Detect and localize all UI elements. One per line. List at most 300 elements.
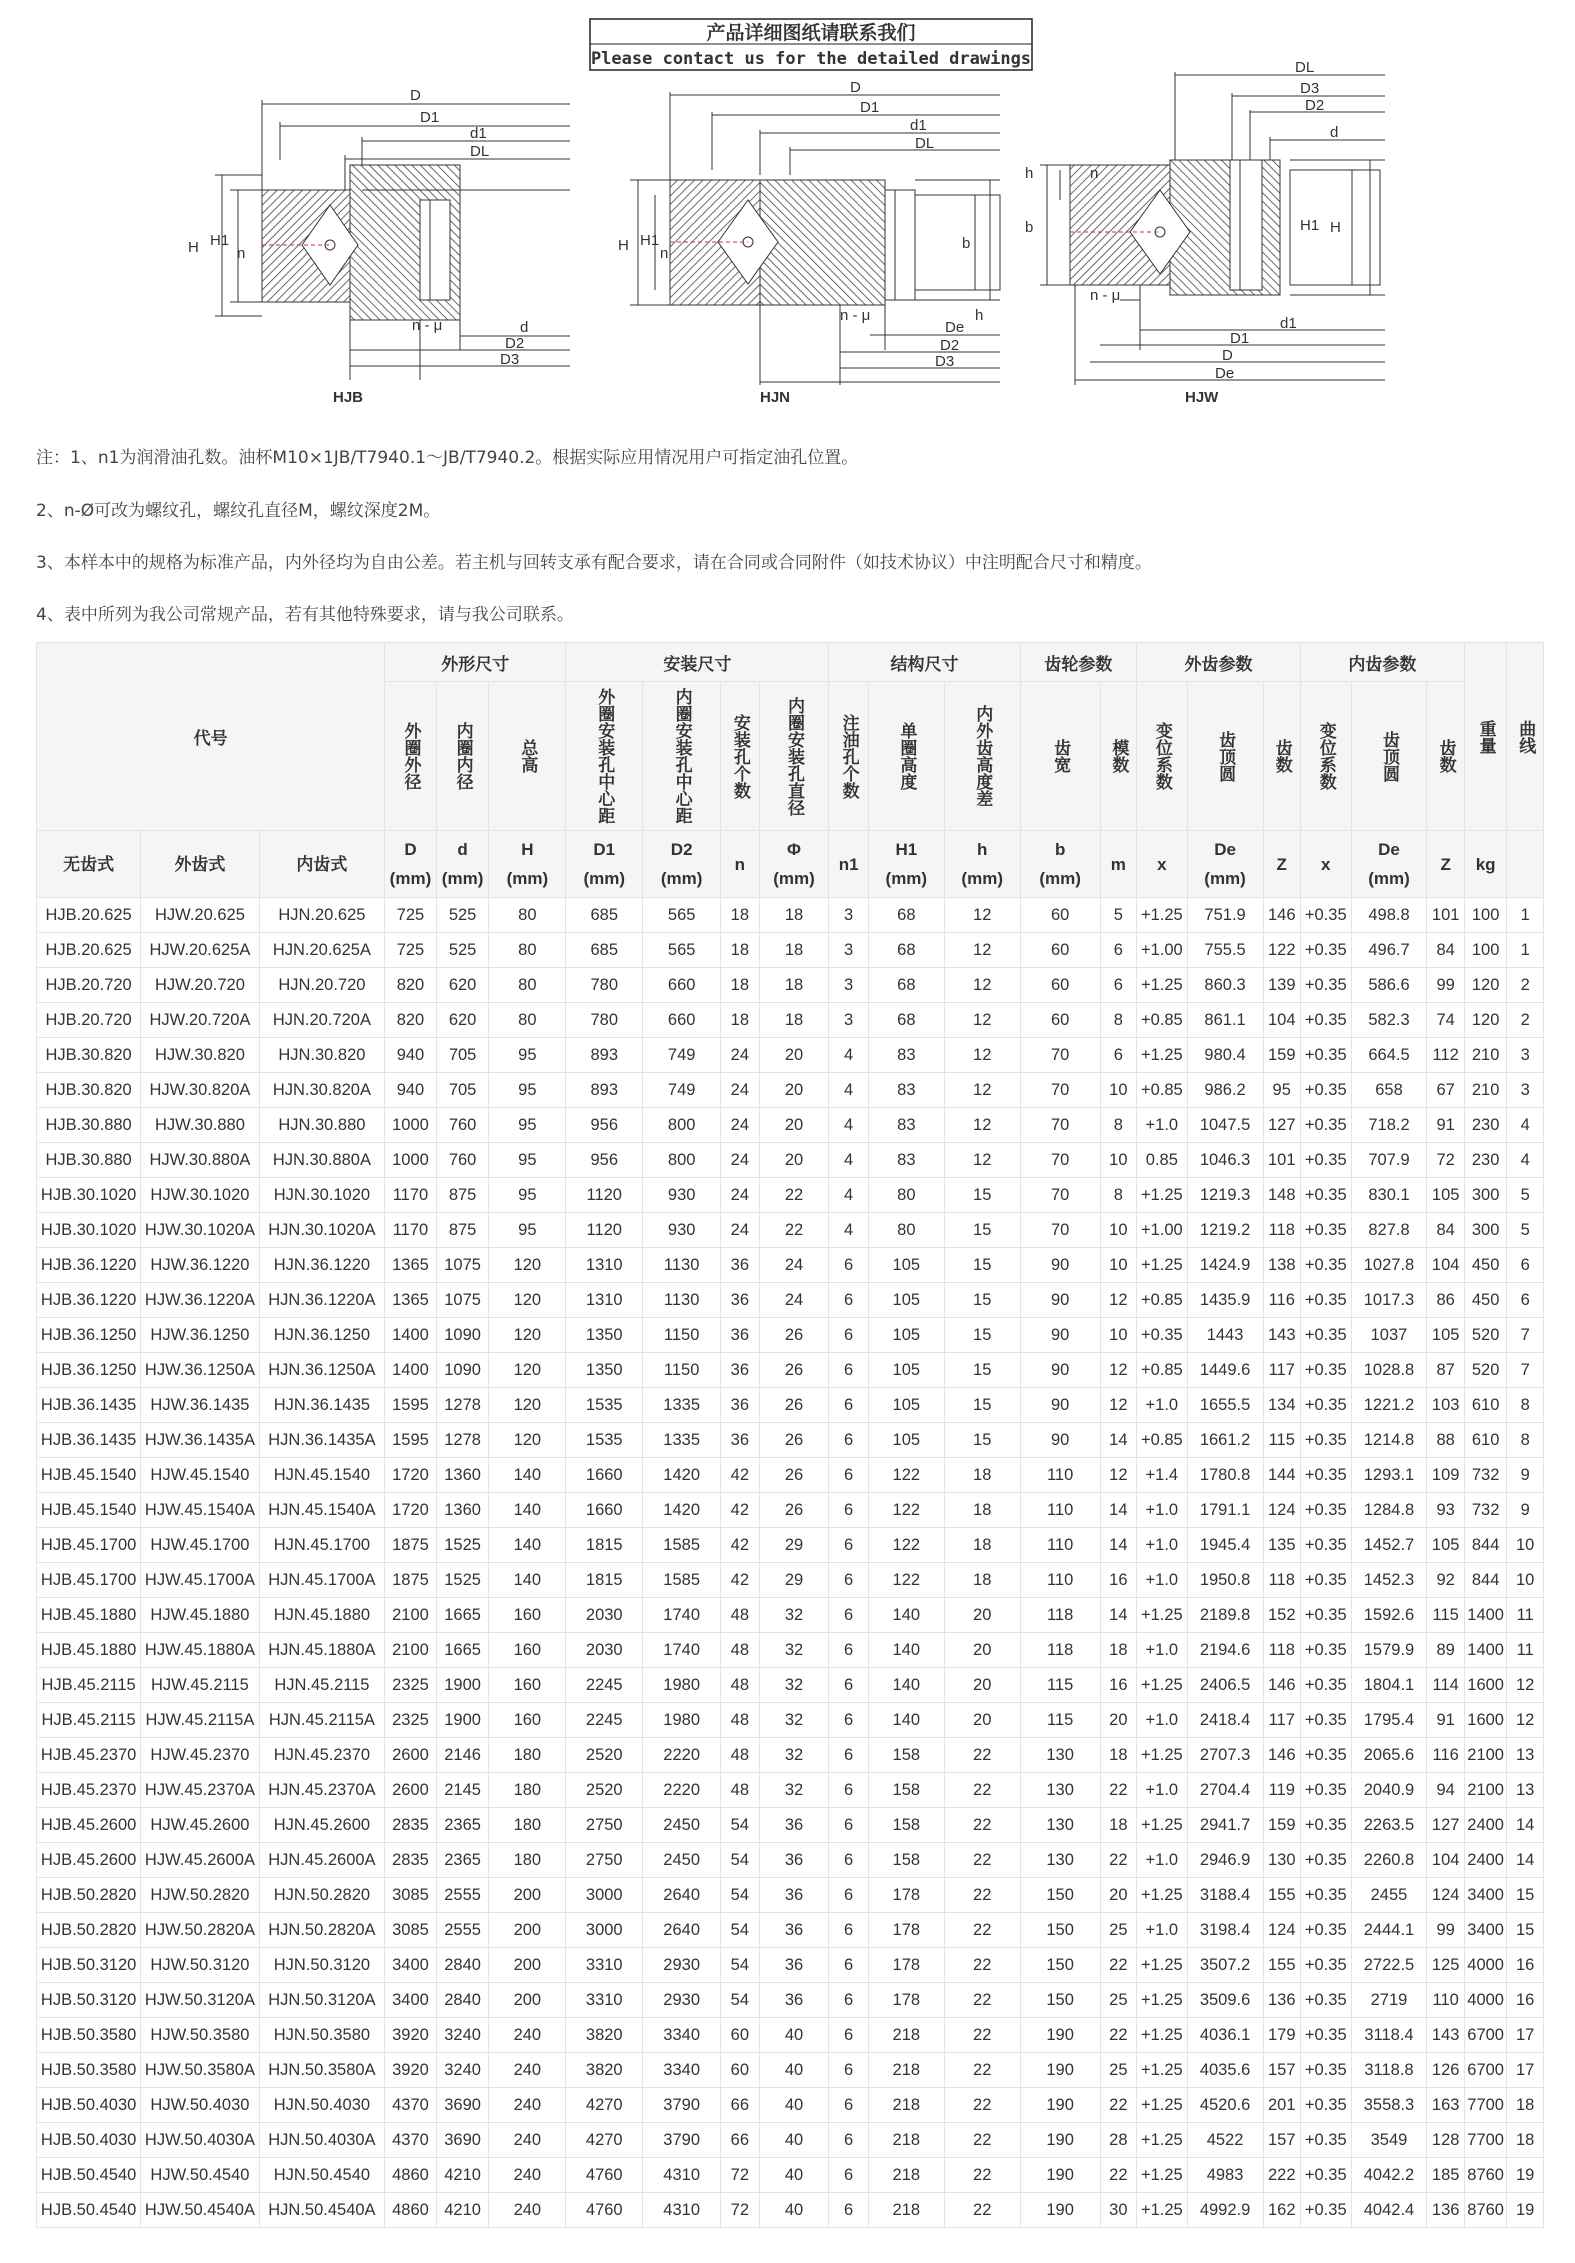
table-cell: 4992.9 (1187, 2193, 1263, 2228)
table-cell: 12 (944, 968, 1020, 1003)
table-cell: 12 (944, 1003, 1020, 1038)
unit-h-sym: h (977, 840, 988, 859)
unit-H1 (868, 831, 944, 898)
table-cell: 105 (1427, 1178, 1464, 1213)
table-cell: 1170 (385, 1213, 437, 1248)
table-cell: 1661.2 (1187, 1423, 1263, 1458)
group-structure: 结构尺寸 (829, 643, 1020, 682)
table-cell: 127 (1263, 1108, 1300, 1143)
hjw-dim-d1: d1 (1280, 315, 1297, 332)
table-cell: 3188.4 (1187, 1878, 1263, 1913)
table-cell: 84 (1427, 933, 1464, 968)
table-cell: 158 (868, 1843, 944, 1878)
table-cell: 1424.9 (1187, 1248, 1263, 1283)
table-cell: 105 (868, 1353, 944, 1388)
table-cell: 134 (1263, 1388, 1300, 1423)
table-row (37, 1108, 1544, 1143)
table-cell: 190 (1020, 2088, 1100, 2123)
vh-b (1020, 682, 1100, 831)
vh-ox-text: 变位系数 (1152, 722, 1172, 790)
table-cell: 525 (436, 898, 489, 933)
table-cell: 22 (944, 2123, 1020, 2158)
table-cell: +0.35 (1300, 1038, 1351, 1073)
table-cell: +0.35 (1300, 968, 1351, 1003)
table-cell: 42 (721, 1563, 759, 1598)
table-cell: +0.35 (1300, 1633, 1351, 1668)
table-cell: 2835 (385, 1843, 437, 1878)
table-cell: 200 (489, 1878, 566, 1913)
header-weight (1464, 643, 1507, 831)
table-cell: HJN.45.2370 (259, 1738, 385, 1773)
table-cell: HJB.20.625 (37, 933, 141, 968)
table-cell: 2100 (1464, 1773, 1507, 1808)
unit-H1-mm: (mm) (885, 869, 928, 888)
table-cell: 22 (944, 2018, 1020, 2053)
table-cell: 3 (829, 968, 868, 1003)
hjb-dim-d1: d1 (470, 125, 487, 142)
table-cell: 22 (759, 1178, 829, 1213)
table-cell: +1.25 (1137, 1248, 1188, 1283)
table-cell: 844 (1464, 1563, 1507, 1598)
table-cell: 105 (1427, 1528, 1464, 1563)
table-cell: 2365 (436, 1843, 489, 1878)
table-cell: 2520 (566, 1738, 643, 1773)
table-cell: 2245 (566, 1703, 643, 1738)
table-cell: 3920 (385, 2018, 437, 2053)
table-cell: HJB.45.2370 (37, 1738, 141, 1773)
table-row (37, 1318, 1544, 1353)
hjb-dim-D: D (410, 87, 421, 104)
vh-phi-text: 内圈安装孔直径 (784, 696, 804, 816)
table-cell: 24 (721, 1108, 759, 1143)
table-cell: 240 (489, 2123, 566, 2158)
table-cell: 15 (944, 1178, 1020, 1213)
unit-H-mm: (mm) (506, 869, 549, 888)
table-cell: 2260.8 (1351, 1843, 1427, 1878)
table-cell: 2455 (1351, 1878, 1427, 1913)
table-cell: 1047.5 (1187, 1108, 1263, 1143)
table-cell: HJW.30.880 (141, 1108, 259, 1143)
table-cell: 32 (759, 1738, 829, 1773)
table-cell: 2400 (1464, 1808, 1507, 1843)
table-cell: HJB.30.1020 (37, 1213, 141, 1248)
vh-m (1100, 682, 1136, 831)
table-cell: HJB.30.880 (37, 1143, 141, 1178)
table-cell: +1.25 (1137, 1668, 1188, 1703)
table-cell: 749 (643, 1073, 721, 1108)
table-cell: 820 (385, 1003, 437, 1038)
table-cell: 2520 (566, 1773, 643, 1808)
unit-b-mm: (mm) (1039, 869, 1081, 888)
hjn-dim-h: h (975, 307, 984, 324)
table-cell: 222 (1263, 2158, 1300, 2193)
table-cell: +0.35 (1300, 1738, 1351, 1773)
table-cell: 1170 (385, 1178, 437, 1213)
table-cell: 6 (829, 1843, 868, 1878)
table-cell: 6 (829, 1983, 868, 2018)
table-cell: 90 (1020, 1248, 1100, 1283)
table-cell: 1980 (643, 1668, 721, 1703)
table-cell: HJN.20.625 (259, 898, 385, 933)
table-cell: 620 (436, 1003, 489, 1038)
table-cell: 586.6 (1351, 968, 1427, 1003)
table-row (37, 1073, 1544, 1108)
table-cell: 80 (489, 898, 566, 933)
hjn-dim-D2: D2 (940, 337, 960, 354)
vh-iZ-text: 齿数 (1436, 739, 1456, 773)
table-cell: 70 (1020, 1073, 1100, 1108)
table-cell: 3085 (385, 1913, 437, 1948)
table-cell: HJB.50.2820 (37, 1878, 141, 1913)
table-cell: +0.85 (1137, 1003, 1188, 1038)
vh-m-text: 模数 (1109, 739, 1129, 773)
table-cell: 122 (868, 1458, 944, 1493)
table-cell: 22 (944, 2193, 1020, 2228)
table-cell: 40 (759, 2018, 829, 2053)
table-cell: 99 (1427, 1913, 1464, 1948)
table-cell: 24 (721, 1038, 759, 1073)
table-cell: 496.7 (1351, 933, 1427, 968)
table-cell: 660 (643, 1003, 721, 1038)
table-row (37, 1388, 1544, 1423)
table-cell: 2400 (1464, 1843, 1507, 1878)
title-cn: 产品详细图纸请联系我们 (706, 22, 916, 44)
table-cell: HJN.45.2600A (259, 1843, 385, 1878)
vh-d (436, 682, 489, 831)
table-cell: HJN.45.1540A (259, 1493, 385, 1528)
table-cell: +1.25 (1137, 1598, 1188, 1633)
table-cell: 2 (1507, 968, 1544, 1003)
table-cell: 180 (489, 1843, 566, 1878)
table-cell: HJN.45.1540 (259, 1458, 385, 1493)
table-cell: 120 (489, 1353, 566, 1388)
vh-ix-text: 变位系数 (1316, 722, 1336, 790)
table-cell: 18 (721, 1003, 759, 1038)
hjw-dim-DL: DL (1295, 59, 1315, 76)
table-cell: 11 (1507, 1598, 1544, 1633)
table-row (37, 1248, 1544, 1283)
table-cell: 54 (721, 1843, 759, 1878)
table-cell: HJN.36.1250A (259, 1353, 385, 1388)
table-cell: 2245 (566, 1668, 643, 1703)
table-cell: 218 (868, 2123, 944, 2158)
table-cell: 178 (868, 1948, 944, 1983)
table-cell: 109 (1427, 1458, 1464, 1493)
table-cell: 5 (1507, 1213, 1544, 1248)
table-cell: 1017.3 (1351, 1283, 1427, 1318)
table-cell: HJN.30.880A (259, 1143, 385, 1178)
table-cell: +0.35 (1137, 1318, 1188, 1353)
table-cell: 664.5 (1351, 1038, 1427, 1073)
table-cell: 36 (759, 1878, 829, 1913)
table-cell: 22 (759, 1213, 829, 1248)
table-cell: 68 (868, 1003, 944, 1038)
title-box (590, 19, 1032, 70)
table-cell: 2065.6 (1351, 1738, 1427, 1773)
table-cell: 90 (1020, 1388, 1100, 1423)
table-cell: +0.35 (1300, 1493, 1351, 1528)
table-cell: 218 (868, 2053, 944, 2088)
table-cell: 120 (1464, 1003, 1507, 1038)
table-cell: 16 (1507, 1948, 1544, 1983)
table-cell: HJW.45.1540A (141, 1493, 259, 1528)
table-cell: 101 (1263, 1143, 1300, 1178)
table-cell: 54 (721, 1983, 759, 2018)
unit-H (489, 831, 566, 898)
table-cell: HJB.50.4540 (37, 2158, 141, 2193)
hjb-dim-H1: H1 (210, 232, 230, 249)
table-cell: 4370 (385, 2088, 437, 2123)
table-cell: 2325 (385, 1703, 437, 1738)
table-cell: +0.35 (1300, 1213, 1351, 1248)
table-cell: 4520.6 (1187, 2088, 1263, 2123)
table-cell: 6 (1100, 968, 1136, 1003)
table-cell: 7700 (1464, 2123, 1507, 2158)
table-cell: 6 (1100, 933, 1136, 968)
table-cell: 54 (721, 1913, 759, 1948)
unit-H1-sym: H1 (895, 840, 918, 859)
table-cell: +0.35 (1300, 1108, 1351, 1143)
table-cell: 115 (1020, 1703, 1100, 1738)
table-cell: 110 (1020, 1493, 1100, 1528)
hjw-dim-n: n (1090, 165, 1099, 182)
table-cell: 12 (944, 898, 1020, 933)
table-cell: 2040.9 (1351, 1773, 1427, 1808)
table-cell: 800 (643, 1108, 721, 1143)
table-cell: HJB.36.1250 (37, 1318, 141, 1353)
table-cell: HJW.30.1020 (141, 1178, 259, 1213)
table-cell: +0.35 (1300, 1598, 1351, 1633)
table-cell: 36 (759, 1948, 829, 1983)
table-cell: 3240 (436, 2018, 489, 2053)
vh-n1-text: 注油孔个数 (839, 713, 859, 799)
table-cell: 14 (1100, 1598, 1136, 1633)
table-cell: HJW.50.4030A (141, 2123, 259, 2158)
table-cell: 143 (1427, 2018, 1464, 2053)
table-cell: +1.0 (1137, 1843, 1188, 1878)
table-cell: 24 (759, 1248, 829, 1283)
table-cell: 159 (1263, 1808, 1300, 1843)
table-cell: 6 (829, 2123, 868, 2158)
table-cell: 162 (1263, 2193, 1300, 2228)
unit-iDe-mm: (mm) (1368, 869, 1410, 888)
table-cell: 8 (1100, 1003, 1136, 1038)
table-cell: +1.0 (1137, 1388, 1188, 1423)
table-cell: +0.35 (1300, 1528, 1351, 1563)
hjn-dim-D1: D1 (860, 99, 880, 116)
table-cell: 120 (1464, 968, 1507, 1003)
table-cell: 100 (1464, 898, 1507, 933)
table-cell: 1219.2 (1187, 1213, 1263, 1248)
table-cell: 20 (759, 1038, 829, 1073)
table-cell: 1150 (643, 1318, 721, 1353)
table-cell: HJN.45.1880 (259, 1598, 385, 1633)
table-cell: 48 (721, 1598, 759, 1633)
table-cell: HJB.50.3580 (37, 2053, 141, 2088)
table-row (37, 933, 1544, 968)
table-cell: 4 (829, 1178, 868, 1213)
table-cell: HJW.36.1435 (141, 1388, 259, 1423)
table-cell: 148 (1263, 1178, 1300, 1213)
table-cell: +1.00 (1137, 1213, 1188, 1248)
table-cell: 80 (489, 1003, 566, 1038)
table-cell: +0.35 (1300, 1073, 1351, 1108)
table-cell: 2100 (385, 1633, 437, 1668)
table-cell: 3400 (385, 1948, 437, 1983)
hjn-dim-D3: D3 (935, 353, 955, 370)
table-cell: 20 (944, 1703, 1020, 1738)
table-cell: 1525 (436, 1528, 489, 1563)
table-row (37, 1808, 1544, 1843)
table-cell: 450 (1464, 1283, 1507, 1318)
table-cell: 2030 (566, 1633, 643, 1668)
table-cell: 17 (1507, 2053, 1544, 2088)
table-cell: 8760 (1464, 2158, 1507, 2193)
table-cell: HJW.50.4540 (141, 2158, 259, 2193)
unit-kg: kg (1464, 831, 1507, 898)
unit-iDe (1351, 831, 1427, 898)
table-cell: 1278 (436, 1388, 489, 1423)
table-cell: 12 (1507, 1703, 1544, 1738)
table-cell: 1900 (436, 1703, 489, 1738)
table-cell: 159 (1263, 1038, 1300, 1073)
table-cell: HJW.45.1700 (141, 1528, 259, 1563)
table-cell: 3690 (436, 2088, 489, 2123)
table-cell: 160 (489, 1668, 566, 1703)
table-cell: 104 (1427, 1843, 1464, 1878)
table-cell: 22 (944, 1843, 1020, 1878)
table-cell: 1000 (385, 1143, 437, 1178)
table-cell: HJB.45.2370 (37, 1773, 141, 1808)
table-cell: 48 (721, 1703, 759, 1738)
table-cell: 725 (385, 898, 437, 933)
table-cell: 4035.6 (1187, 2053, 1263, 2088)
table-cell: HJB.45.1880 (37, 1598, 141, 1633)
table-cell: 160 (489, 1703, 566, 1738)
table-cell: 201 (1263, 2088, 1300, 2123)
table-cell: +0.85 (1137, 1073, 1188, 1108)
table-cell: 565 (643, 898, 721, 933)
table-cell: 95 (489, 1213, 566, 1248)
table-cell: 80 (868, 1213, 944, 1248)
table-cell: 24 (721, 1178, 759, 1213)
table-cell: 956 (566, 1108, 643, 1143)
table-cell: HJN.45.2370A (259, 1773, 385, 1808)
table-cell: 6 (829, 1598, 868, 1633)
table-cell: 230 (1464, 1108, 1507, 1143)
table-cell: 1452.7 (1351, 1528, 1427, 1563)
table-cell: HJW.20.625A (141, 933, 259, 968)
table-cell: HJB.45.1700 (37, 1528, 141, 1563)
hjw-dim-D3: D3 (1300, 80, 1320, 97)
table-cell: +1.25 (1137, 2123, 1188, 2158)
table-cell: 90 (1020, 1283, 1100, 1318)
header-curve-text: 曲线 (1516, 719, 1536, 754)
unit-b-sym: b (1054, 840, 1066, 859)
table-cell: 115 (1020, 1668, 1100, 1703)
table-cell: 5 (1100, 898, 1136, 933)
table-cell: 1365 (385, 1283, 437, 1318)
table-cell: +0.35 (1300, 933, 1351, 968)
table-cell: 125 (1427, 1948, 1464, 1983)
table-row (37, 1913, 1544, 1948)
table-cell: 14 (1100, 1493, 1136, 1528)
vh-H1 (868, 682, 944, 831)
vh-H (489, 682, 566, 831)
table-cell: 1360 (436, 1458, 489, 1493)
table-cell: 150 (1020, 1913, 1100, 1948)
table-cell: +1.25 (1137, 1948, 1188, 1983)
table-row (37, 2158, 1544, 2193)
table-cell: 36 (759, 1913, 829, 1948)
table-cell: HJB.36.1220 (37, 1248, 141, 1283)
table-cell: HJW.50.3120 (141, 1948, 259, 1983)
table-cell: +0.85 (1137, 1283, 1188, 1318)
table-row (37, 1213, 1544, 1248)
table-cell: 6 (829, 1738, 868, 1773)
table-cell: +0.35 (1300, 1283, 1351, 1318)
table-cell: 86 (1427, 1283, 1464, 1318)
table-cell: 2030 (566, 1598, 643, 1633)
table-row (37, 1038, 1544, 1073)
table-cell: 893 (566, 1073, 643, 1108)
header-weight-text: 重量 (1476, 719, 1496, 754)
table-cell: 105 (868, 1283, 944, 1318)
table-cell: 6700 (1464, 2018, 1507, 2053)
vh-D1 (566, 682, 643, 831)
table-cell: 1075 (436, 1283, 489, 1318)
table-cell: 218 (868, 2018, 944, 2053)
table-cell: 2555 (436, 1913, 489, 1948)
table-cell: +0.35 (1300, 1913, 1351, 1948)
vh-iDe-text: 齿顶圆 (1379, 730, 1399, 782)
table-cell: 2941.7 (1187, 1808, 1263, 1843)
table-cell: 6 (829, 2193, 868, 2228)
spec-table-wrapper (36, 642, 1544, 2228)
table-cell: 19 (1507, 2193, 1544, 2228)
table-cell: 70 (1020, 1108, 1100, 1143)
table-cell: 200 (489, 1948, 566, 1983)
vh-n-text: 安装孔个数 (730, 713, 750, 799)
table-cell: HJN.50.4030 (259, 2088, 385, 2123)
table-cell: HJB.45.2115 (37, 1703, 141, 1738)
table-cell: 68 (868, 968, 944, 1003)
table-cell: HJN.50.3120 (259, 1948, 385, 1983)
table-cell: 190 (1020, 2018, 1100, 2053)
table-cell: HJW.36.1435A (141, 1423, 259, 1458)
table-cell: 4 (829, 1073, 868, 1108)
table-cell: 12 (944, 1073, 1020, 1108)
vh-h-text: 内外齿高度差 (973, 705, 993, 807)
table-cell: 1214.8 (1351, 1423, 1427, 1458)
vh-H-text: 总高 (518, 739, 538, 773)
table-cell: 90 (1020, 1423, 1100, 1458)
table-cell: HJN.45.1880A (259, 1633, 385, 1668)
unit-d-sym: d (457, 840, 468, 859)
table-row (37, 1983, 1544, 2018)
table-cell: 3240 (436, 2053, 489, 2088)
vh-iDe (1351, 682, 1427, 831)
table-cell: 1046.3 (1187, 1143, 1263, 1178)
table-cell: 24 (721, 1143, 759, 1178)
table-cell: 1310 (566, 1248, 643, 1283)
note-4: 4、表中所列为我公司常规产品，若有其他特殊要求，请与我公司联系。 (36, 605, 574, 625)
table-cell: 72 (1427, 1143, 1464, 1178)
unit-m: m (1100, 831, 1136, 898)
table-cell: 3310 (566, 1983, 643, 2018)
table-cell: HJW.50.3580 (141, 2018, 259, 2053)
table-cell: HJB.50.3120 (37, 1948, 141, 1983)
